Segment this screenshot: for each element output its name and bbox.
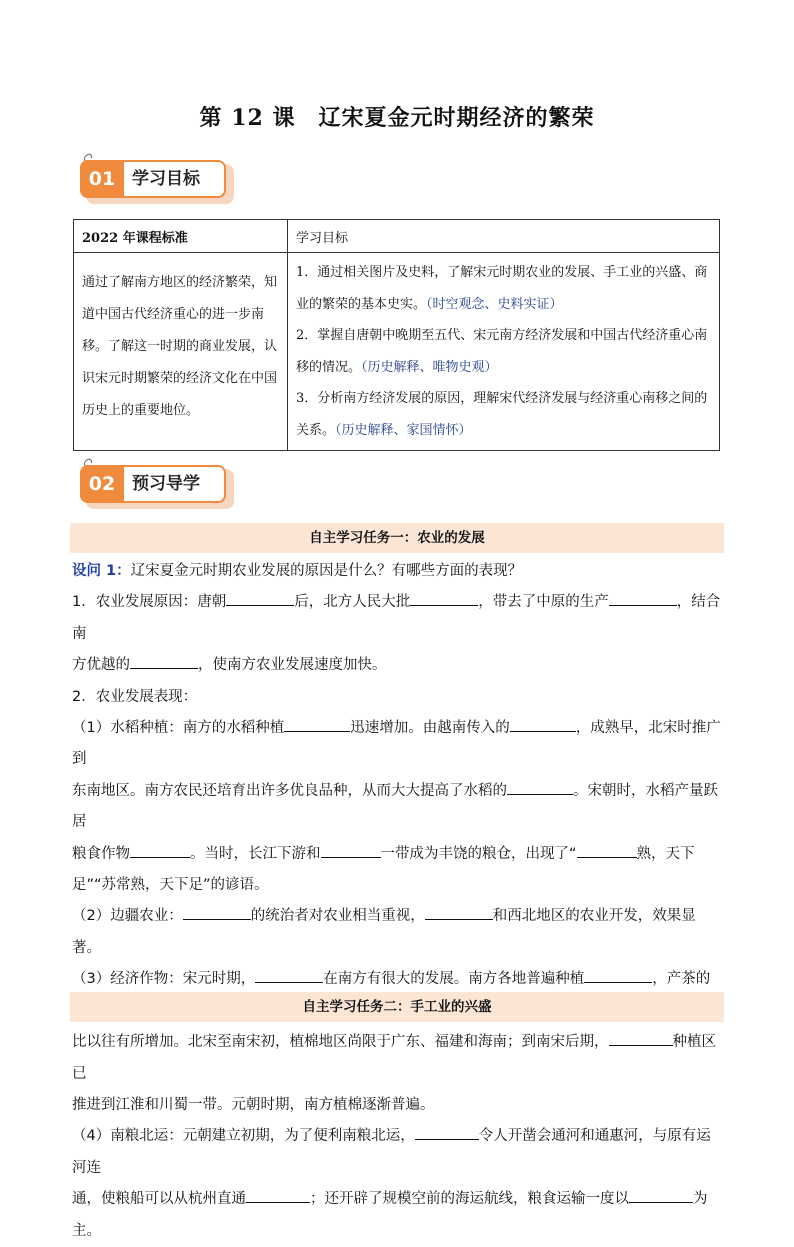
goal-3-tag: （历史解释、家国情怀） <box>335 422 472 438</box>
line-5: 东南地区。南方农民还培育出许多优良品种，从而大大提高了水稻的 。宋朝时，水稻产量跃居 <box>72 776 724 839</box>
line-11: 推进到江淮和川蜀一带。元朝时期，南方植棉逐渐普遍。 <box>72 1096 435 1113</box>
goal-1-tag: （时空观念、史料实证） <box>426 296 563 312</box>
question-label: 设问 1： <box>72 563 131 579</box>
line-9: （3）经济作物：宋元时期， 在南方有很大的发展。南方各地普遍种植 ，产茶的 <box>72 964 724 1027</box>
line-13: 通，使粮船可以从杭州直通 ；还开辟了规模空前的海运航线，粮食运输一度以 为主。 <box>72 1184 724 1247</box>
learning-goals-table <box>73 219 720 451</box>
line-4: （1）水稻种植：南方的水稻种植 迅速增加。由越南传入的 ，成熟早，北宋时推广到 <box>72 713 724 776</box>
blank-field[interactable] <box>284 716 350 732</box>
curriculum-standard-cell: 通过了解南方地区的经济繁荣，知道中国古代经济重心的进一步南移。了解这一时期的商业发展，认识宋元时期繁荣的经济文化在中国历史上的重要地位。 <box>74 253 288 451</box>
section-badge-objectives <box>80 150 240 210</box>
blank-field[interactable] <box>183 904 251 920</box>
goal-2: 2．掌握自唐朝中晚期至五代、宋元南方经济发展和中国古代经济重心南移的情况。（历史解释、唯物史观） <box>296 328 708 375</box>
col-header-standard: 2022 年课程标准 <box>74 220 288 253</box>
badge-number: 01 <box>80 160 124 198</box>
line-10: 比以往有所增加。北宋至南宋初，植棉地区尚限于广东、福建和海南；到南宋后期， 种植区已 <box>72 1027 724 1090</box>
blank-field[interactable] <box>226 590 294 606</box>
table-header-row <box>74 220 720 253</box>
task-2-header: 自主学习任务二：手工业的兴盛 <box>70 992 724 1022</box>
blank-field[interactable] <box>321 842 381 858</box>
blank-field[interactable] <box>415 1124 479 1140</box>
blank-field[interactable] <box>629 1187 693 1203</box>
badge-number: 02 <box>80 465 124 503</box>
badge-label: 学习目标 <box>132 169 200 189</box>
blank-field[interactable] <box>510 716 576 732</box>
question-1: 设问 1：辽宋夏金元时期农业发展的原因是什么？有哪些方面的表现？ <box>72 563 523 579</box>
badge-label: 预习导学 <box>132 474 200 494</box>
goal-1: 1．通过相关图片及史料，了解宋元时期农业的发展、手工业的兴盛、商业的繁荣的基本史实。（时空观念、史料实证） <box>296 265 708 312</box>
blank-field[interactable] <box>609 1030 673 1046</box>
line-3: 2．农业发展表现： <box>72 688 198 705</box>
line-7: 足”“苏常熟，天下足”的谚语。 <box>72 877 269 894</box>
line-6: 粮食作物 。当时，长江下游和 一带成为丰饶的粮仓，出现了“ 熟，天下 <box>72 839 724 870</box>
blank-field[interactable] <box>130 842 190 858</box>
task-1-body <box>72 556 724 1247</box>
goal-3: 3．分析南方经济发展的原因，理解宋代经济发展与经济重心南移之间的关系。（历史解释、家国情怀） <box>296 391 708 438</box>
blank-field[interactable] <box>425 904 493 920</box>
blank-field[interactable] <box>609 590 677 606</box>
blank-field[interactable] <box>255 967 323 983</box>
blank-field[interactable] <box>410 590 478 606</box>
line-8: （2）边疆农业： 的统治者对农业相当重视， 和西北地区的农业开发，效果显著。 <box>72 901 724 964</box>
goal-2-tag: （历史解释、唯物史观） <box>361 359 498 375</box>
task-1-header: 自主学习任务一：农业的发展 <box>70 523 724 553</box>
goals-cell <box>288 253 720 451</box>
page-title: 第 12 课 辽宋夏金元时期经济的繁荣 <box>199 105 595 131</box>
line-1: 1．农业发展原因：唐朝 后，北方人民大批 ，带去了中原的生产 ，结合南 <box>72 587 724 650</box>
line-2: 方优越的 ，使南方农业发展速度加快。 <box>72 650 724 681</box>
col-header-goals: 学习目标 <box>288 220 720 253</box>
table-row <box>74 253 720 451</box>
blank-field[interactable] <box>246 1187 310 1203</box>
blank-field[interactable] <box>584 967 652 983</box>
blank-field[interactable] <box>507 779 573 795</box>
section-badge-preview <box>80 455 240 515</box>
blank-field[interactable] <box>130 653 198 669</box>
line-12: （4）南粮北运：元朝建立初期，为了便利南粮北运， 令人开凿会通河和通惠河，与原有运河连 <box>72 1121 724 1184</box>
blank-field[interactable] <box>577 842 637 858</box>
